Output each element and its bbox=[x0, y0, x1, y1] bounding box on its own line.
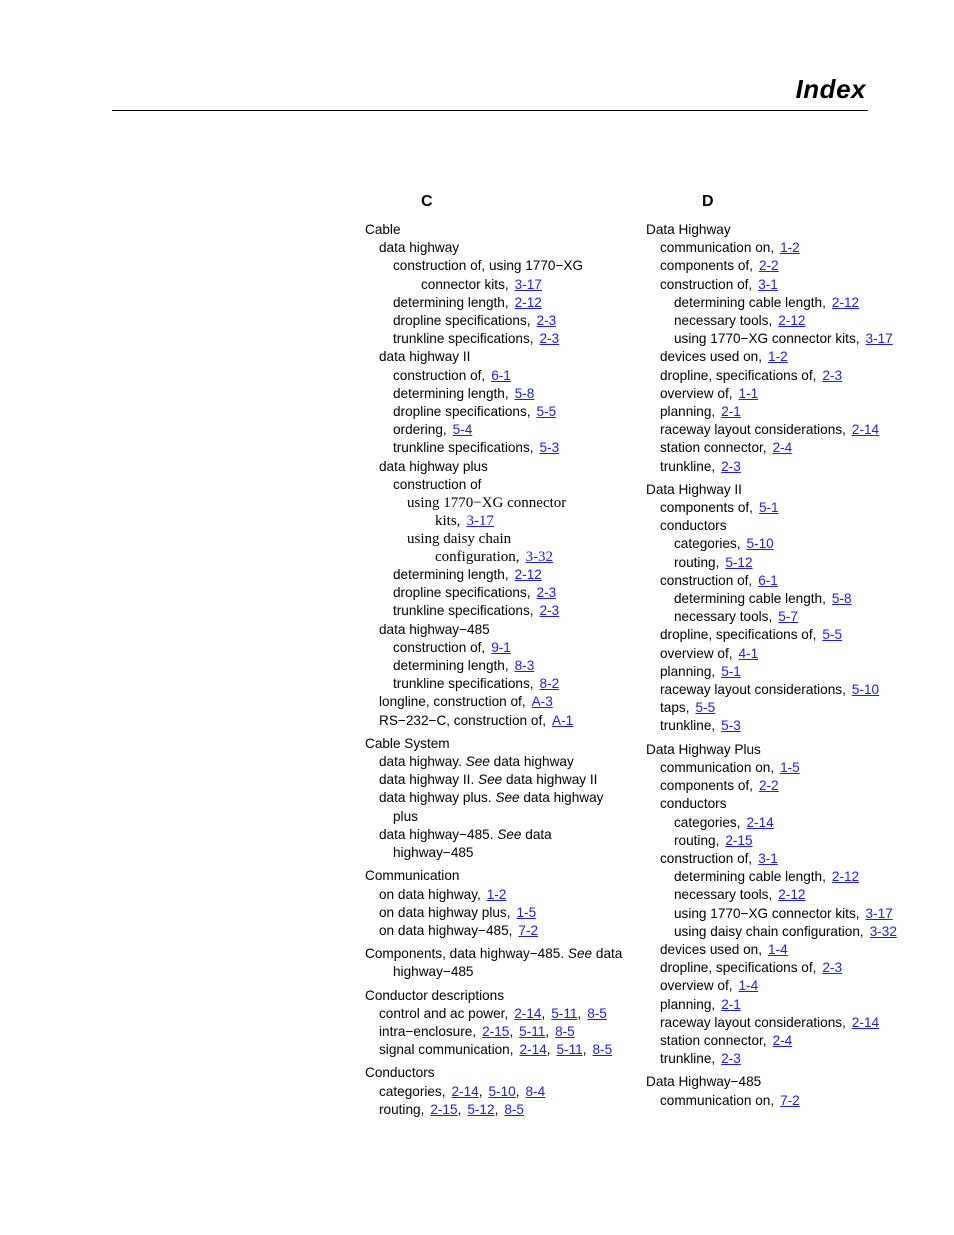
page-title: Index bbox=[795, 74, 866, 104]
entry-continuation-text: highway−485 bbox=[393, 964, 474, 980]
page-reference-link[interactable]: 5-10 bbox=[746, 536, 774, 552]
entry-text: trunkline specifications, bbox=[393, 331, 534, 347]
page-reference-link[interactable]: 2-14 bbox=[851, 1014, 880, 1030]
entry-text: trunkline specifications, bbox=[393, 676, 534, 692]
see-reference: See bbox=[465, 754, 490, 770]
index-entry bbox=[646, 385, 906, 403]
entry-text: trunkline, bbox=[660, 718, 716, 734]
index-entry bbox=[646, 276, 906, 294]
index-entry bbox=[646, 330, 906, 348]
index-entry bbox=[365, 657, 635, 675]
page-reference-link[interactable]: 5-10 bbox=[488, 1083, 516, 1099]
entry-text: dropline specifications, bbox=[393, 313, 531, 329]
entry-text: routing, bbox=[674, 554, 720, 570]
page-reference-link[interactable]: 5-8 bbox=[514, 385, 535, 401]
section-letter: D bbox=[702, 193, 714, 210]
page-reference-link[interactable]: 2-15 bbox=[725, 832, 753, 848]
index-entry bbox=[646, 239, 906, 257]
index-entry bbox=[365, 922, 635, 940]
index-entry bbox=[365, 330, 635, 348]
entry-text: using 1770−XG connector kits, bbox=[674, 331, 860, 347]
index-entry bbox=[646, 759, 906, 777]
page-reference-link[interactable]: 1-2 bbox=[780, 240, 800, 256]
entry-text: routing, bbox=[674, 832, 720, 848]
index-entry bbox=[365, 886, 635, 904]
page-reference-link[interactable]: 5-7 bbox=[778, 609, 798, 625]
index-entry bbox=[646, 1092, 906, 1110]
page-reference-link[interactable]: 2-14 bbox=[851, 422, 880, 438]
index-entry-group bbox=[646, 1073, 906, 1109]
entry-text: routing, bbox=[379, 1101, 425, 1117]
index-entry bbox=[646, 1014, 906, 1032]
index-entry bbox=[365, 826, 635, 862]
index-entry bbox=[365, 312, 635, 330]
entry-text: using 1770−XG connector bbox=[407, 495, 567, 512]
entry-text: determining cable length, bbox=[674, 869, 826, 885]
entry-text: components of, bbox=[660, 500, 753, 516]
index-entry bbox=[646, 977, 906, 995]
page-reference-link[interactable]: 2-2 bbox=[758, 778, 779, 794]
entry-text: Data Highway II bbox=[646, 481, 742, 497]
page-reference-link[interactable]: 1-5 bbox=[516, 904, 537, 920]
index-entry bbox=[365, 367, 635, 385]
index-entry bbox=[646, 499, 906, 517]
entry-text: construction of, bbox=[660, 850, 753, 866]
index-entry bbox=[365, 904, 635, 922]
page-reference-link[interactable]: 2-15 bbox=[430, 1101, 458, 1117]
see-target: data bbox=[525, 826, 552, 842]
index-entry bbox=[646, 458, 906, 476]
index-entry bbox=[646, 294, 906, 312]
entry-text: planning, bbox=[660, 404, 716, 420]
index-entry bbox=[365, 421, 635, 439]
index-entry bbox=[365, 735, 635, 753]
entry-text: components of, bbox=[660, 778, 753, 794]
entry-text: determining length, bbox=[393, 567, 509, 583]
entry-text: data highway bbox=[379, 240, 460, 256]
index-entry-group bbox=[646, 481, 906, 736]
page-reference-link[interactable]: 5-1 bbox=[721, 663, 741, 679]
entry-text: determining length, bbox=[393, 294, 509, 310]
entry-text: data highway−485. bbox=[379, 826, 494, 842]
title-rule bbox=[112, 110, 868, 111]
page-reference-link[interactable]: 2-3 bbox=[536, 585, 557, 601]
page-reference-link[interactable]: 2-3 bbox=[536, 313, 557, 329]
entry-text: construction of, bbox=[660, 276, 753, 292]
entry-text: categories, bbox=[674, 536, 741, 552]
entry-text: taps, bbox=[660, 700, 690, 716]
page-reference-link[interactable]: 3-17 bbox=[466, 513, 494, 530]
index-entry-group bbox=[365, 945, 635, 981]
index-entry: signal communication, 2-14, 5-11, 8-5 bbox=[379, 1042, 613, 1058]
index-entry bbox=[646, 439, 906, 457]
entry-text: categories, bbox=[674, 814, 741, 830]
index-entry bbox=[646, 554, 906, 572]
index-column-c bbox=[365, 193, 635, 1124]
index-entry bbox=[646, 905, 906, 923]
page-reference-link[interactable]: 4-1 bbox=[738, 645, 759, 661]
index-entry bbox=[646, 663, 906, 681]
entry-text: raceway layout considerations, bbox=[660, 682, 846, 698]
index-entry bbox=[646, 699, 906, 717]
index-entry bbox=[365, 239, 635, 257]
page-reference-link[interactable]: 6-1 bbox=[491, 367, 511, 383]
page-reference-link[interactable]: A-3 bbox=[531, 694, 553, 710]
index-column-d bbox=[646, 193, 906, 1115]
see-target: data bbox=[595, 946, 623, 962]
page-reference-link[interactable]: 3-17 bbox=[865, 331, 893, 347]
page-reference-link[interactable]: 5-3 bbox=[539, 440, 560, 456]
page-reference-link[interactable]: 3-1 bbox=[758, 276, 778, 292]
page-reference-link[interactable]: 5-1 bbox=[758, 500, 779, 516]
entry-text: data highway plus. bbox=[379, 790, 492, 806]
entry-text: trunkline, bbox=[660, 458, 716, 474]
entry-text: overview of, bbox=[660, 385, 733, 401]
index-entry bbox=[646, 481, 906, 499]
page-reference-link[interactable]: 2-3 bbox=[721, 458, 741, 474]
page-reference-link[interactable]: 2-14 bbox=[514, 1005, 542, 1021]
entry-continuation bbox=[407, 512, 635, 530]
index-entry bbox=[646, 312, 906, 330]
index-entry bbox=[365, 693, 635, 711]
index-entry bbox=[646, 421, 906, 439]
index-entry bbox=[646, 923, 906, 941]
page-reference-link[interactable]: 2-1 bbox=[721, 996, 741, 1012]
index-entry-group bbox=[365, 867, 635, 940]
index-entry bbox=[646, 626, 906, 644]
see-reference: See bbox=[495, 790, 520, 806]
entry-text: dropline, specifications of, bbox=[660, 627, 817, 643]
index-entry bbox=[646, 221, 906, 239]
entry-text: communication on, bbox=[660, 1092, 775, 1108]
see-target: data highway bbox=[523, 790, 604, 806]
index-entry bbox=[646, 590, 906, 608]
page-reference-link[interactable]: 1-1 bbox=[738, 385, 759, 401]
page-reference-link[interactable]: 8-3 bbox=[514, 658, 535, 674]
entry-text: devices used on, bbox=[660, 941, 763, 957]
page-reference-link[interactable]: 7-2 bbox=[780, 1092, 800, 1108]
page-reference-link[interactable]: 1-2 bbox=[486, 886, 507, 902]
page-reference-link[interactable]: 2-12 bbox=[831, 869, 860, 885]
entry-continuation-text: plus bbox=[393, 808, 418, 824]
entry-text: determining length, bbox=[393, 385, 509, 401]
page-reference-link[interactable]: 3-1 bbox=[758, 850, 778, 866]
index-entry bbox=[646, 795, 906, 813]
index-entry bbox=[646, 403, 906, 421]
entry-text: Conductors bbox=[365, 1065, 435, 1081]
see-target: data highway bbox=[493, 754, 574, 770]
page-reference-link[interactable]: 3-17 bbox=[865, 905, 893, 921]
entry-text: raceway layout considerations, bbox=[660, 422, 846, 438]
index-entry bbox=[365, 348, 635, 366]
entry-text: planning, bbox=[660, 996, 716, 1012]
page-reference-link[interactable]: 2-4 bbox=[772, 440, 793, 456]
entry-text: Data Highway bbox=[646, 222, 731, 237]
index-entry bbox=[646, 959, 906, 977]
entry-text: Cable System bbox=[365, 735, 450, 751]
entry-text: Cable bbox=[365, 222, 401, 237]
index-entry bbox=[646, 535, 906, 553]
page-reference-link[interactable]: 5-11 bbox=[551, 1005, 578, 1021]
entry-text: control and ac power, bbox=[379, 1005, 509, 1021]
page-reference-link[interactable]: 7-2 bbox=[518, 922, 539, 938]
index-entry bbox=[365, 867, 635, 885]
entry-text: dropline, specifications of, bbox=[660, 367, 817, 383]
entry-text: on data highway plus, bbox=[379, 904, 511, 920]
index-entry bbox=[646, 996, 906, 1014]
page-reference-link[interactable]: 1-5 bbox=[780, 759, 800, 775]
index-entry bbox=[646, 645, 906, 663]
index-entry bbox=[646, 741, 906, 759]
index-entry: intra−enclosure, 2-15, 5-11, 8-5 bbox=[379, 1023, 575, 1039]
page-reference-link[interactable]: A-1 bbox=[552, 712, 574, 728]
page-reference-link[interactable]: 3-32 bbox=[525, 549, 554, 566]
entry-text: Data Highway−485 bbox=[646, 1074, 762, 1090]
entry-text: construction of, using 1770−XG bbox=[393, 258, 584, 274]
index-entry bbox=[365, 458, 635, 476]
entry-text: trunkline, bbox=[660, 1051, 716, 1067]
index-entry bbox=[646, 850, 906, 868]
entry-text: Communication bbox=[365, 868, 460, 884]
entry-continuation-text: connector kits, bbox=[421, 276, 509, 292]
page-reference-link[interactable]: 5-12 bbox=[467, 1101, 495, 1117]
entry-text: conductors bbox=[660, 518, 727, 534]
page-reference-link[interactable]: 5-12 bbox=[725, 554, 753, 570]
page-reference-link[interactable]: 5-11 bbox=[519, 1023, 546, 1039]
entry-text: signal communication, bbox=[379, 1042, 514, 1058]
entry-text: data highway II. bbox=[379, 772, 475, 788]
index-entry bbox=[646, 681, 906, 699]
index-entry bbox=[365, 602, 635, 620]
page-reference-link[interactable]: 8-2 bbox=[539, 676, 560, 692]
index-entry bbox=[365, 945, 635, 981]
index-entry bbox=[365, 294, 635, 312]
entry-text: necessary tools, bbox=[674, 313, 773, 329]
entry-text: ordering, bbox=[393, 422, 447, 438]
index-entry bbox=[646, 886, 906, 904]
entry-text: construction of, bbox=[393, 639, 486, 655]
page-reference-link[interactable]: 2-3 bbox=[539, 331, 560, 347]
index-entry bbox=[646, 1050, 906, 1068]
index-entry bbox=[365, 257, 635, 293]
entry-text: planning, bbox=[660, 663, 716, 679]
index-entry-group bbox=[365, 221, 635, 730]
index-entry bbox=[646, 941, 906, 959]
index-entry: control and ac power, 2-14, 5-11, 8-5 bbox=[379, 1005, 607, 1021]
entry-text: Components, data highway−485. bbox=[365, 946, 565, 962]
entry-continuation bbox=[393, 276, 635, 294]
index-entry bbox=[646, 608, 906, 626]
index-entry bbox=[365, 621, 635, 639]
page-reference-link[interactable]: 2-15 bbox=[482, 1023, 510, 1039]
index-entry bbox=[365, 753, 635, 771]
page-reference-link[interactable]: 8-4 bbox=[525, 1083, 546, 1099]
index-entry bbox=[646, 1073, 906, 1091]
page-reference-link[interactable]: 8-5 bbox=[592, 1042, 613, 1058]
index-entry: routing, 2-15, 5-12, 8-5 bbox=[379, 1101, 524, 1117]
page-reference-link[interactable]: 9-1 bbox=[491, 639, 511, 655]
entry-text: components of, bbox=[660, 258, 753, 274]
entry-text: communication on, bbox=[660, 240, 775, 256]
entry-text: using daisy chain bbox=[407, 531, 512, 548]
index-entry bbox=[365, 987, 635, 1005]
index-entry-group bbox=[365, 987, 635, 1060]
page-reference-link[interactable]: 5-8 bbox=[831, 591, 852, 607]
index-entry bbox=[365, 584, 635, 602]
entry-text: construction of bbox=[393, 476, 482, 492]
index-entry bbox=[365, 221, 635, 239]
index-entry bbox=[646, 517, 906, 535]
entry-text: Conductor descriptions bbox=[365, 987, 505, 1003]
index-entry bbox=[365, 385, 635, 403]
index-entry-group bbox=[365, 1064, 635, 1119]
entry-text: devices used on, bbox=[660, 349, 763, 365]
entry-text: Data Highway Plus bbox=[646, 741, 761, 757]
page-reference-link[interactable]: 1-4 bbox=[768, 941, 788, 957]
index-entry bbox=[646, 777, 906, 795]
page-reference-link[interactable]: 2-3 bbox=[822, 367, 843, 383]
index-entry bbox=[365, 530, 635, 566]
page-reference-link[interactable]: 2-3 bbox=[822, 960, 843, 976]
entry-text: construction of, bbox=[393, 367, 486, 383]
page-reference-link[interactable]: 6-1 bbox=[758, 572, 778, 588]
page-reference-link[interactable]: 5-10 bbox=[851, 682, 880, 698]
page-reference-link[interactable]: 5-3 bbox=[721, 718, 741, 734]
index-entry-group bbox=[365, 735, 635, 862]
index-entry bbox=[365, 675, 635, 693]
page-reference-link[interactable]: 2-12 bbox=[514, 294, 542, 310]
entry-continuation bbox=[379, 808, 635, 826]
page-reference-link[interactable]: 1-2 bbox=[768, 349, 788, 365]
page-reference-link[interactable]: 2-14 bbox=[451, 1083, 479, 1099]
entry-text: data highway−485 bbox=[379, 621, 490, 637]
entry-text: longline, construction of, bbox=[379, 694, 526, 710]
index-entry bbox=[365, 439, 635, 457]
page-reference-link[interactable]: 8-5 bbox=[504, 1101, 524, 1117]
page-reference-link[interactable]: 2-3 bbox=[539, 603, 560, 619]
page-reference-link[interactable]: 5-5 bbox=[822, 627, 843, 643]
entry-continuation-text: configuration, bbox=[435, 549, 520, 566]
page-reference-link[interactable]: 2-12 bbox=[778, 887, 806, 903]
entry-text: on data highway, bbox=[379, 886, 481, 902]
index-entry bbox=[365, 494, 635, 530]
entry-text: dropline, specifications of, bbox=[660, 960, 817, 976]
index-entry bbox=[646, 1032, 906, 1050]
page-reference-link[interactable]: 2-2 bbox=[758, 258, 779, 274]
section-letter: C bbox=[421, 193, 433, 210]
index-entry bbox=[365, 789, 635, 825]
index-entry bbox=[646, 367, 906, 385]
see-target: data highway II bbox=[505, 772, 598, 788]
page-reference-link[interactable]: 2-12 bbox=[514, 567, 542, 583]
page-reference-link[interactable]: 2-3 bbox=[721, 1051, 741, 1067]
entry-text: RS−232−C, construction of, bbox=[379, 712, 546, 728]
page-reference-link[interactable]: 1-4 bbox=[738, 978, 759, 994]
entry-text: dropline specifications, bbox=[393, 404, 531, 420]
entry-text: trunkline specifications, bbox=[393, 603, 534, 619]
index-entry bbox=[365, 1064, 635, 1082]
index-entry-group bbox=[646, 221, 906, 476]
entry-text: overview of, bbox=[660, 978, 733, 994]
entry-text: data highway plus bbox=[379, 458, 488, 474]
entry-text: using daisy chain configuration, bbox=[674, 923, 864, 939]
index-entry bbox=[365, 639, 635, 657]
see-reference: See bbox=[497, 826, 522, 842]
page-reference-link[interactable]: 2-1 bbox=[721, 404, 741, 420]
entry-text: data highway. bbox=[379, 754, 462, 770]
entry-continuation bbox=[407, 548, 635, 566]
entry-text: using 1770−XG connector kits, bbox=[674, 905, 860, 921]
index-entry: categories, 2-14, 5-10, 8-4 bbox=[379, 1083, 546, 1099]
index-entry bbox=[365, 566, 635, 584]
index-entry bbox=[646, 348, 906, 366]
entry-text: conductors bbox=[660, 796, 727, 812]
entry-text: categories, bbox=[379, 1083, 446, 1099]
index-entry bbox=[646, 868, 906, 886]
entry-continuation bbox=[379, 844, 635, 862]
entry-text: determining length, bbox=[393, 658, 509, 674]
page-reference-link[interactable]: 3-17 bbox=[514, 276, 542, 292]
entry-text: trunkline specifications, bbox=[393, 440, 534, 456]
page-reference-link[interactable]: 5-5 bbox=[695, 700, 716, 716]
entry-text: necessary tools, bbox=[674, 609, 773, 625]
entry-text: station connector, bbox=[660, 1032, 767, 1048]
page-reference-link[interactable]: 5-11 bbox=[556, 1042, 583, 1058]
page-reference-link[interactable]: 2-14 bbox=[746, 814, 774, 830]
index-entry bbox=[646, 717, 906, 735]
index-entry-group bbox=[646, 741, 906, 1069]
entry-text: data highway II bbox=[379, 349, 471, 365]
page-reference-link[interactable]: 8-5 bbox=[555, 1023, 575, 1039]
index-entry bbox=[365, 403, 635, 421]
entry-text: determining cable length, bbox=[674, 294, 826, 310]
index-entry bbox=[365, 476, 635, 494]
see-reference: See bbox=[567, 946, 593, 962]
index-entry bbox=[646, 832, 906, 850]
entry-text: communication on, bbox=[660, 759, 775, 775]
entry-continuation-text: kits, bbox=[435, 513, 461, 530]
entry-continuation-text: highway−485 bbox=[393, 845, 474, 861]
entry-text: intra−enclosure, bbox=[379, 1023, 477, 1039]
page-reference-link[interactable]: 2-12 bbox=[831, 294, 860, 310]
page-reference-link[interactable]: 8-5 bbox=[587, 1005, 607, 1021]
index-entry bbox=[646, 814, 906, 832]
entry-text: on data highway−485, bbox=[379, 922, 513, 938]
entry-text: dropline specifications, bbox=[393, 585, 531, 601]
page-reference-link[interactable]: 5-4 bbox=[452, 422, 473, 438]
page-reference-link[interactable]: 2-14 bbox=[519, 1042, 547, 1058]
entry-text: overview of, bbox=[660, 645, 733, 661]
entry-text: raceway layout considerations, bbox=[660, 1014, 846, 1030]
index-entry bbox=[646, 257, 906, 275]
entry-text: construction of, bbox=[660, 572, 753, 588]
entry-text: necessary tools, bbox=[674, 887, 773, 903]
page-reference-link[interactable]: 3-32 bbox=[869, 923, 897, 939]
entry-text: station connector, bbox=[660, 440, 767, 456]
page-reference-link[interactable]: 2-4 bbox=[772, 1032, 793, 1048]
index-entry bbox=[365, 712, 635, 730]
entry-text: determining cable length, bbox=[674, 591, 826, 607]
index-entry bbox=[365, 771, 635, 789]
page-reference-link[interactable]: 5-5 bbox=[536, 404, 557, 420]
page-reference-link[interactable]: 2-12 bbox=[778, 313, 806, 329]
entry-continuation bbox=[365, 963, 635, 981]
see-reference: See bbox=[478, 772, 503, 788]
index-entry bbox=[646, 572, 906, 590]
